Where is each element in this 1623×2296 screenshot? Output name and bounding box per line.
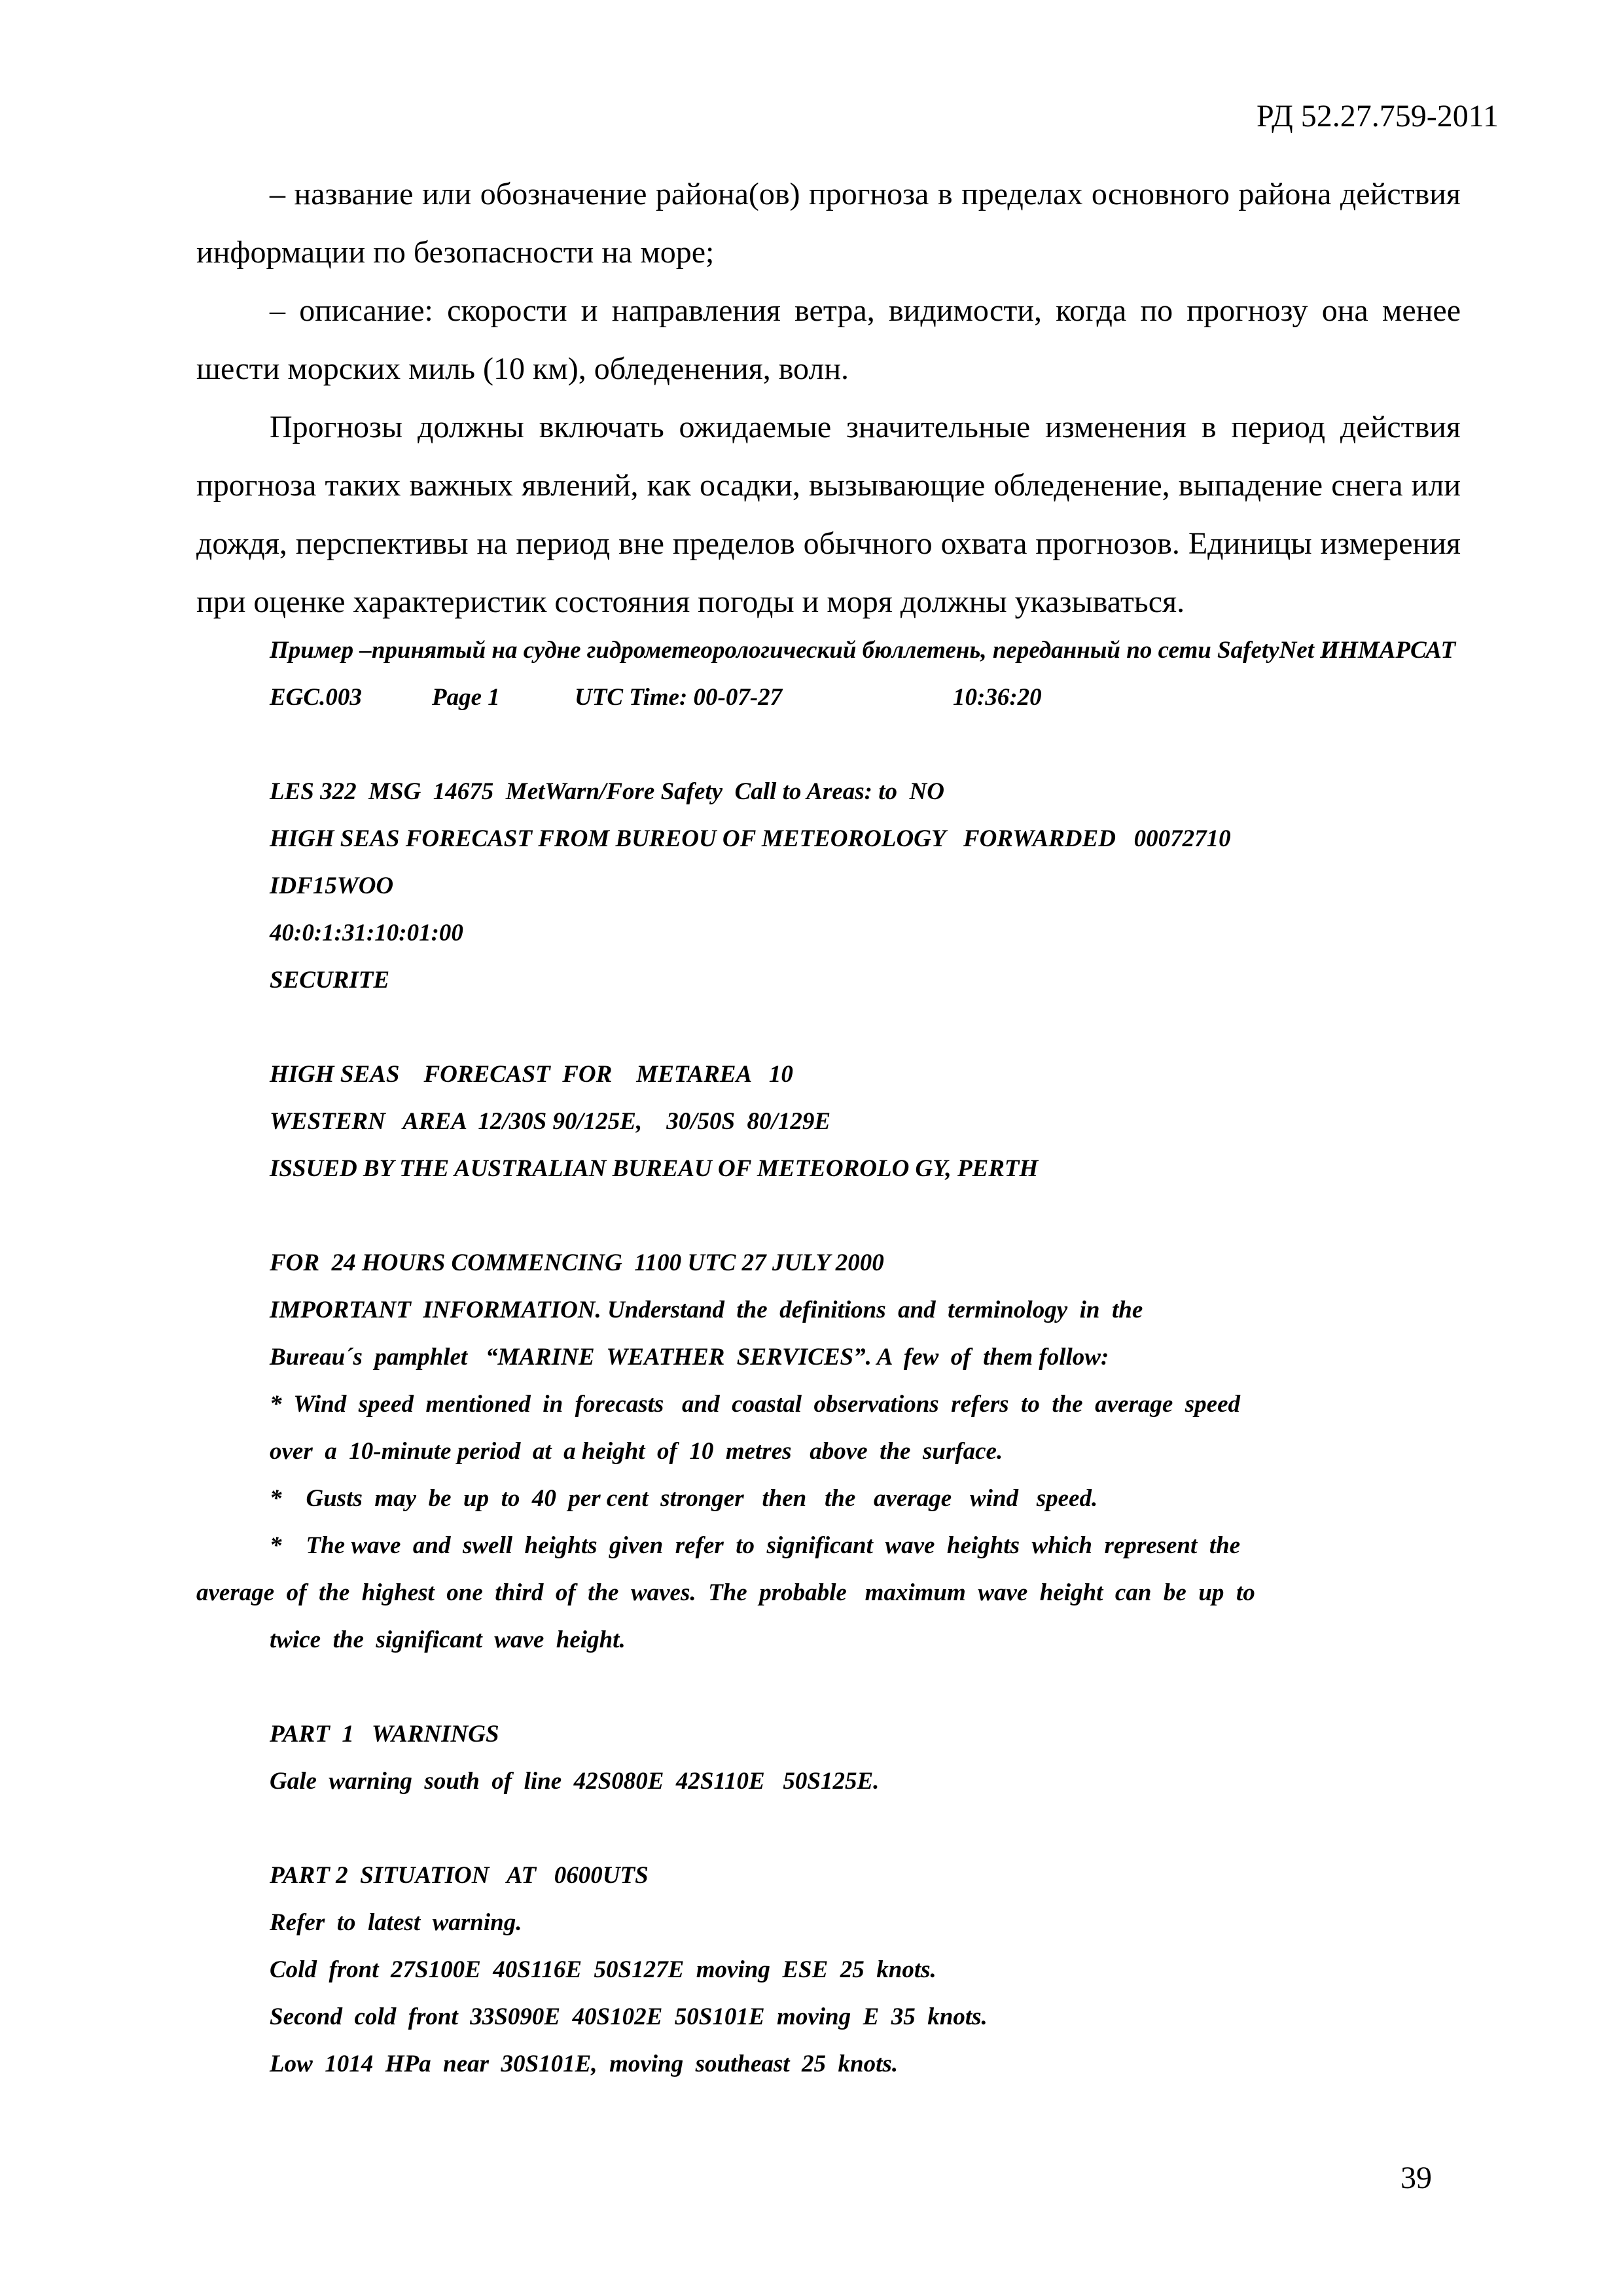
bulletin-line: 40:0:1:31:10:01:00 — [270, 920, 463, 946]
egc-utc-date: UTC Time: 00-07-27 — [575, 684, 783, 711]
blank-line — [196, 1805, 1461, 1852]
egc-code: EGC.003 — [270, 684, 362, 711]
example-intro: Пример –принятый на судне гидрометеорологический бюллетень, переданный по сети SafetyNet ИНМАРСАТ — [270, 637, 1456, 664]
bulletin-line: PART 2 SITUATION AT 0600UTS — [270, 1862, 649, 1889]
bulletin-line: WESTERN AREA 12/30S 90/125E, 30/50S 80/129E — [270, 1108, 831, 1135]
bulletin-line: IDF15WOO — [270, 872, 394, 899]
paragraph-area-name: – название или обозначение района(ов) прогноза в пределах основного района действия информации по безопасности на море; — [196, 177, 1461, 270]
bulletin-line: * Wind speed mentioned in forecasts and coastal observations refers to the average speed — [270, 1391, 1241, 1418]
bulletin-line: * The wave and swell heights given refer to significant wave heights which represent the — [270, 1532, 1241, 1559]
paragraph-forecasts: Прогнозы должны включать ожидаемые значительные изменения в период действия прогноза таких важных явлений, как осадки, вызывающие обледенение, выпадение снега или дождя, перспективы на период вне пределов обычного охвата прогнозов. Единицы измерения при оценке характеристик состояния погоды и моря должны указываться. — [196, 410, 1461, 619]
page-number: 39 — [1400, 2161, 1432, 2195]
body-text — [196, 165, 1461, 631]
egc-time: 10:36:20 — [953, 684, 1042, 711]
bulletin-line: SECURITE — [270, 967, 390, 994]
bulletin-line: PART 1 WARNINGS — [270, 1721, 499, 1748]
bulletin-line: ISSUED BY THE AUSTRALIAN BUREAU OF METEOROLO GY, PERTH — [270, 1155, 1039, 1182]
bulletin-line: Bureau´s pamphlet “MARINE WEATHER SERVICES”. A few of them follow: — [270, 1344, 1109, 1371]
bulletin-line: Second cold front 33S090E 40S102E 50S101E moving E 35 knots. — [270, 2003, 988, 2030]
bulletin-line: IMPORTANT INFORMATION. Understand the definitions and terminology in the — [270, 1297, 1143, 1323]
egc-page: Page 1 — [432, 684, 500, 711]
bulletin-line: over a 10-minute period at a height of 10 metres above the surface. — [270, 1438, 1003, 1465]
blank-line — [196, 721, 1461, 768]
blank-line — [196, 1004, 1461, 1051]
paragraph-description: – описание: скорости и направления ветра, видимости, когда по прогнозу она менее шести морских миль (10 км), обледенения, волн. — [196, 293, 1461, 386]
bulletin-line: Refer to latest warning. — [270, 1909, 522, 1936]
bulletin-line: average of the highest one third of the waves. The probable maximum wave height can be up to — [196, 1579, 1255, 1606]
bulletin-line: FOR 24 HOURS COMMENCING 1100 UTC 27 JULY 2000 — [270, 1249, 884, 1276]
egc-header-row — [196, 674, 1461, 721]
blank-line — [196, 1193, 1461, 1240]
document-code-header: РД 52.27.759-2011 — [1256, 99, 1499, 134]
bulletin-line: Cold front 27S100E 40S116E 50S127E moving ESE 25 knots. — [270, 1956, 936, 1983]
bulletin-line: twice the significant wave height. — [270, 1626, 626, 1653]
bulletin-line: * Gusts may be up to 40 per cent stronger then the average wind speed. — [270, 1485, 1098, 1512]
bulletin-line: HIGH SEAS FORECAST FOR METAREA 10 — [270, 1061, 793, 1088]
bulletin-line: LES 322 MSG 14675 MetWarn/Fore Safety Call to Areas: to NO — [270, 778, 944, 805]
bulletin-line: Low 1014 HPa near 30S101E, moving southeast 25 knots. — [270, 2051, 899, 2077]
bulletin-line: HIGH SEAS FORECAST FROM BUREOU OF METEOROLOGY FORWARDED 00072710 — [270, 825, 1231, 852]
example-bulletin — [196, 627, 1461, 2088]
bulletin-line: Gale warning south of line 42S080E 42S110E 50S125E. — [270, 1768, 880, 1795]
blank-line — [196, 1664, 1461, 1711]
